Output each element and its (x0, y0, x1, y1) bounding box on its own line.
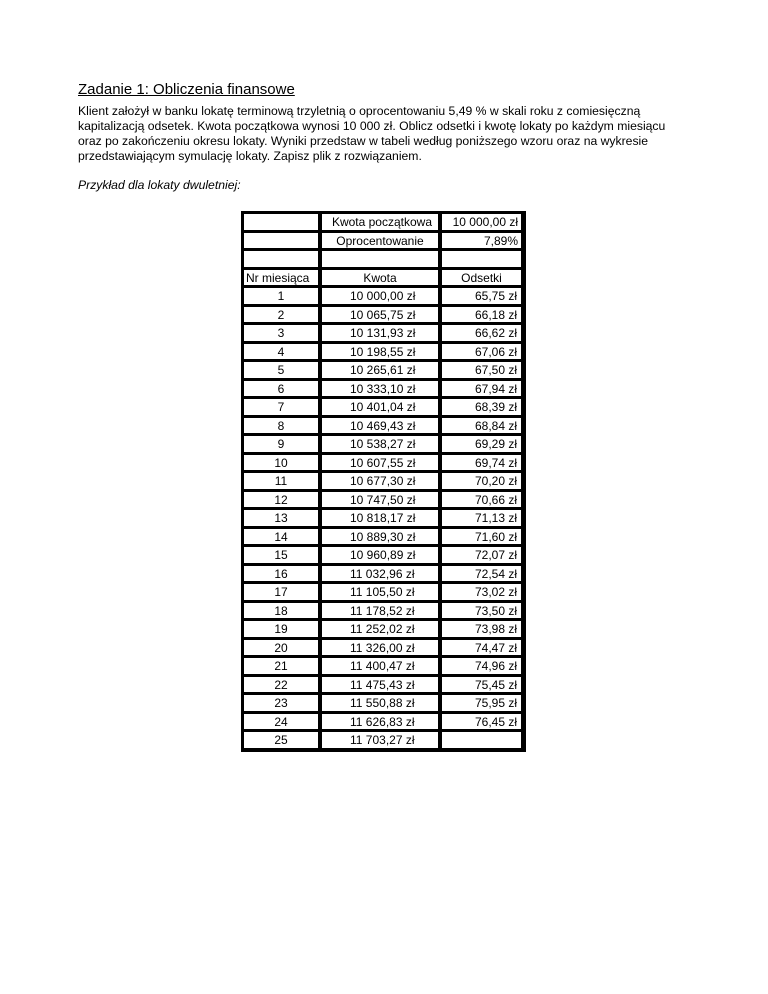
interest-cell: 72,07 zł (441, 546, 522, 564)
month-cell: 1 (243, 287, 319, 305)
interest-cell: 75,45 zł (441, 676, 522, 694)
table-row (243, 639, 524, 658)
interest-cell: 68,39 zł (441, 398, 522, 416)
interest-cell: 69,29 zł (441, 435, 522, 453)
amount-cell: 10 469,43 zł (321, 417, 439, 435)
interest-cell: 72,54 zł (441, 565, 522, 583)
month-cell: 14 (243, 528, 319, 546)
interest-cell: 70,20 zł (441, 472, 522, 490)
amount-cell: 10 607,55 zł (321, 454, 439, 472)
amount-cell: 10 000,00 zł (321, 287, 439, 305)
table-row (243, 509, 524, 528)
interest-cell (441, 731, 522, 749)
table-row (243, 694, 524, 713)
interest-cell: 75,95 zł (441, 694, 522, 712)
interest-header: Odsetki (441, 269, 522, 287)
table-row (243, 491, 524, 510)
table-row (243, 454, 524, 473)
table-row (243, 713, 524, 732)
month-cell: 9 (243, 435, 319, 453)
table-row (243, 398, 524, 417)
amount-cell: 10 747,50 zł (321, 491, 439, 509)
table-row (243, 528, 524, 547)
month-cell: 21 (243, 657, 319, 675)
table-row (243, 306, 524, 325)
rate-row (243, 232, 524, 251)
table-row (243, 546, 524, 565)
table-row (243, 324, 524, 343)
month-cell: 7 (243, 398, 319, 416)
header-row (243, 269, 524, 288)
table-row (243, 380, 524, 399)
interest-cell: 73,02 zł (441, 583, 522, 601)
spacer-row (243, 250, 524, 269)
month-cell: 17 (243, 583, 319, 601)
table-row (243, 583, 524, 602)
month-cell: 10 (243, 454, 319, 472)
month-cell: 23 (243, 694, 319, 712)
table-row (243, 657, 524, 676)
empty-cell (441, 250, 522, 268)
initial-amount-label: Kwota początkowa (321, 213, 439, 231)
table-row (243, 602, 524, 621)
month-cell: 4 (243, 343, 319, 361)
interest-cell: 67,94 zł (441, 380, 522, 398)
interest-cell: 65,75 zł (441, 287, 522, 305)
month-cell: 2 (243, 306, 319, 324)
month-cell: 11 (243, 472, 319, 490)
task-description: Klient założył w banku lokatę terminową trzyletnią o oprocentowaniu 5,49 % w skali roku z comiesięczną kapitalizacją odsetek. Kwota początkowa wynosi 10 000 zł. Oblicz odsetki i kwotę lokaty po każdym miesiącu oraz po zakończeniu okresu lokaty. Wyniki przedstaw w tabeli według poniższego wzoru oraz na wykresie przedstawiającym symulację lokaty. Zapisz plik z rozwiązaniem. (78, 104, 666, 163)
rate-value: 7,89% (441, 232, 522, 250)
amount-cell: 11 703,27 zł (321, 731, 439, 749)
amount-header: Kwota (321, 269, 439, 287)
interest-cell: 69,74 zł (441, 454, 522, 472)
table-row (243, 731, 524, 750)
amount-cell: 10 538,27 zł (321, 435, 439, 453)
table-row (243, 361, 524, 380)
month-cell: 13 (243, 509, 319, 527)
table-row (243, 620, 524, 639)
table-row (243, 287, 524, 306)
amount-cell: 10 889,30 zł (321, 528, 439, 546)
rate-label: Oprocentowanie (321, 232, 439, 250)
amount-cell: 11 178,52 zł (321, 602, 439, 620)
month-cell: 20 (243, 639, 319, 657)
interest-cell: 71,13 zł (441, 509, 522, 527)
table-row (243, 472, 524, 491)
month-cell: 15 (243, 546, 319, 564)
amount-cell: 11 626,83 zł (321, 713, 439, 731)
amount-cell: 10 265,61 zł (321, 361, 439, 379)
amount-cell: 11 326,00 zł (321, 639, 439, 657)
amount-cell: 11 400,47 zł (321, 657, 439, 675)
month-cell: 25 (243, 731, 319, 749)
amount-cell: 11 105,50 zł (321, 583, 439, 601)
amount-cell: 10 333,10 zł (321, 380, 439, 398)
month-cell: 6 (243, 380, 319, 398)
month-cell: 16 (243, 565, 319, 583)
amount-cell: 11 550,88 zł (321, 694, 439, 712)
month-cell: 5 (243, 361, 319, 379)
interest-cell: 66,18 zł (441, 306, 522, 324)
interest-cell: 71,60 zł (441, 528, 522, 546)
month-cell: 18 (243, 602, 319, 620)
empty-cell (243, 250, 319, 268)
amount-cell: 10 065,75 zł (321, 306, 439, 324)
table-row (243, 565, 524, 584)
table-row (243, 417, 524, 436)
interest-cell: 67,50 zł (441, 361, 522, 379)
amount-cell: 10 131,93 zł (321, 324, 439, 342)
amount-cell: 11 032,96 zł (321, 565, 439, 583)
empty-cell (243, 232, 319, 250)
interest-cell: 76,45 zł (441, 713, 522, 731)
amount-cell: 10 401,04 zł (321, 398, 439, 416)
interest-cell: 67,06 zł (441, 343, 522, 361)
interest-cell: 74,96 zł (441, 657, 522, 675)
empty-cell (243, 213, 319, 231)
amount-cell: 10 960,89 zł (321, 546, 439, 564)
page-title: Zadanie 1: Obliczenia finansowe (78, 81, 295, 98)
interest-cell: 73,98 zł (441, 620, 522, 638)
interest-cell: 68,84 zł (441, 417, 522, 435)
month-cell: 22 (243, 676, 319, 694)
amount-cell: 10 677,30 zł (321, 472, 439, 490)
interest-cell: 73,50 zł (441, 602, 522, 620)
initial-amount-value: 10 000,00 zł (441, 213, 522, 231)
amount-cell: 11 252,02 zł (321, 620, 439, 638)
interest-cell: 74,47 zł (441, 639, 522, 657)
interest-cell: 70,66 zł (441, 491, 522, 509)
month-cell: 24 (243, 713, 319, 731)
example-label: Przykład dla lokaty dwuletniej: (78, 178, 241, 192)
amount-cell: 11 475,43 zł (321, 676, 439, 694)
initial-amount-row (243, 213, 524, 232)
table-row (243, 343, 524, 362)
table-row (243, 435, 524, 454)
deposit-table (241, 211, 526, 752)
interest-cell: 66,62 zł (441, 324, 522, 342)
month-header: Nr miesiąca (243, 269, 319, 287)
month-cell: 19 (243, 620, 319, 638)
amount-cell: 10 818,17 zł (321, 509, 439, 527)
table-row (243, 676, 524, 695)
month-cell: 3 (243, 324, 319, 342)
month-cell: 12 (243, 491, 319, 509)
empty-cell (321, 250, 439, 268)
amount-cell: 10 198,55 zł (321, 343, 439, 361)
month-cell: 8 (243, 417, 319, 435)
